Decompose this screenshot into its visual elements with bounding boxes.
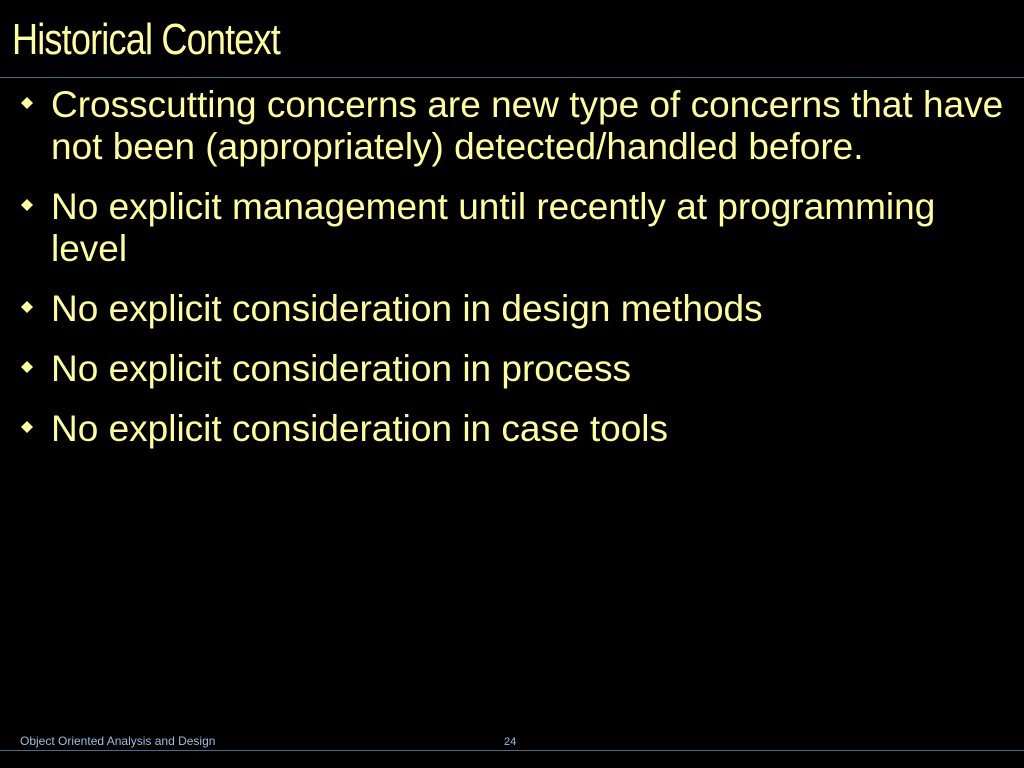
bullet-item <box>16 186 1006 270</box>
bullet-item <box>16 288 1006 330</box>
bullet-text: No explicit consideration in case tools <box>51 408 668 449</box>
diamond-bullet-icon <box>21 97 33 109</box>
footer-course-title: Object Oriented Analysis and Design <box>20 734 216 748</box>
slide-title: Historical Context <box>12 15 280 64</box>
diamond-bullet-icon <box>21 421 33 433</box>
title-divider <box>0 77 1024 78</box>
bullet-text: Crosscutting concerns are new type of concerns that have not been (appropriately) detected/handled before. <box>51 84 1004 167</box>
bullet-item <box>16 84 1006 168</box>
page-number: 24 <box>504 736 517 748</box>
bullet-text: No explicit consideration in process <box>51 348 631 389</box>
diamond-bullet-icon <box>21 361 33 373</box>
diamond-bullet-icon <box>21 199 33 211</box>
footer-divider <box>0 750 1024 751</box>
bullet-text: No explicit management until recently at programming level <box>51 186 936 269</box>
bullet-item <box>16 408 1006 450</box>
bullet-item <box>16 348 1006 390</box>
diamond-bullet-icon <box>21 301 33 313</box>
bullet-list <box>16 84 1006 468</box>
bullet-text: No explicit consideration in design methods <box>51 288 763 329</box>
